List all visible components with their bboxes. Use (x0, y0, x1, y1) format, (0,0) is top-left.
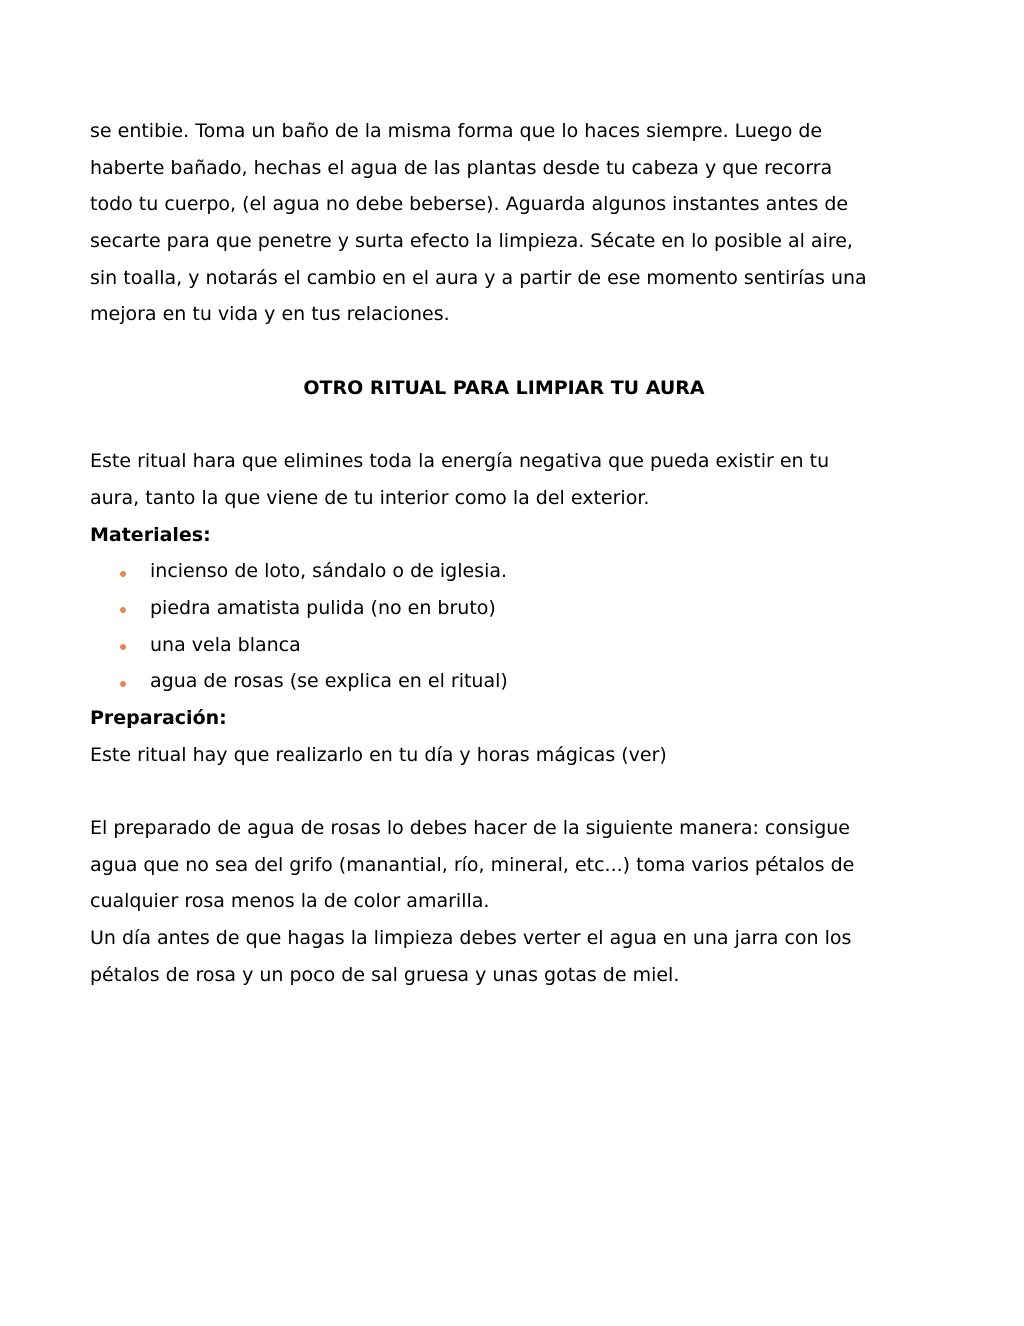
materials-heading: Materiales: (90, 523, 211, 546)
materials-list (90, 553, 930, 700)
paragraph-line: mejora en tu vida y en tus relaciones. (90, 303, 450, 326)
section-title: OTRO RITUAL PARA LIMPIAR TU AURA (303, 376, 705, 399)
paragraph-line: se entibie. Toma un baño de la misma forma que lo haces siempre. Luego de (90, 120, 823, 142)
spacer (90, 773, 930, 810)
bullet-icon (120, 571, 126, 577)
paragraph-line: secarte para que penetre y surta efecto la limpieza. Sécate en lo posible al aire, (90, 230, 853, 253)
preparation-text: Este ritual hay que realizarlo en tu día y horas mágicas (ver) (90, 743, 667, 766)
paragraph-line: haberte bañado, hechas el agua de las plantas desde tu cabeza y que recorra (90, 156, 833, 179)
rose-water-paragraph (90, 810, 930, 993)
paragraph-line: todo tu cuerpo, (el agua no debe beberse). Aguarda algunos instantes antes de (90, 193, 849, 216)
list-item (90, 553, 930, 590)
bullet-icon (120, 607, 126, 613)
document-page (90, 113, 930, 994)
list-item-text: incienso de loto, sándalo o de iglesia. (150, 560, 508, 583)
paragraph-line: sin toalla, y notarás el cambio en el aura y a partir de ese momento sentirías una (90, 266, 867, 289)
paragraph-line: pétalos de rosa y un poco de sal gruesa y unas gotas de miel. (90, 963, 680, 986)
list-item (90, 627, 930, 664)
intro-paragraph (90, 113, 930, 333)
list-item-text: una vela blanca (150, 633, 301, 656)
list-item-text: agua de rosas (se explica en el ritual) (150, 670, 508, 693)
bullet-icon (120, 681, 126, 687)
paragraph-line: Este ritual hara que elimines toda la energía negativa que pueda existir en tu (90, 450, 830, 473)
ritual-intro-paragraph (90, 443, 930, 516)
spacer (90, 407, 930, 444)
spacer (90, 333, 930, 370)
paragraph-line: aura, tanto la que viene de tu interior como la del exterior. (90, 486, 650, 509)
paragraph-line: El preparado de agua de rosas lo debes hacer de la siguiente manera: consigue (90, 817, 850, 840)
preparation-heading: Preparación: (90, 707, 227, 729)
bullet-icon (120, 644, 126, 650)
list-item-text: piedra amatista pulida (no en bruto) (150, 596, 496, 619)
paragraph-line: agua que no sea del grifo (manantial, río, mineral, etc...) toma varios pétalos de (90, 853, 855, 876)
paragraph-line: cualquier rosa menos la de color amarilla. (90, 890, 490, 913)
list-item (90, 590, 930, 627)
paragraph-line: Un día antes de que hagas la limpieza debes verter el agua en una jarra con los (90, 927, 852, 950)
list-item (90, 663, 930, 700)
